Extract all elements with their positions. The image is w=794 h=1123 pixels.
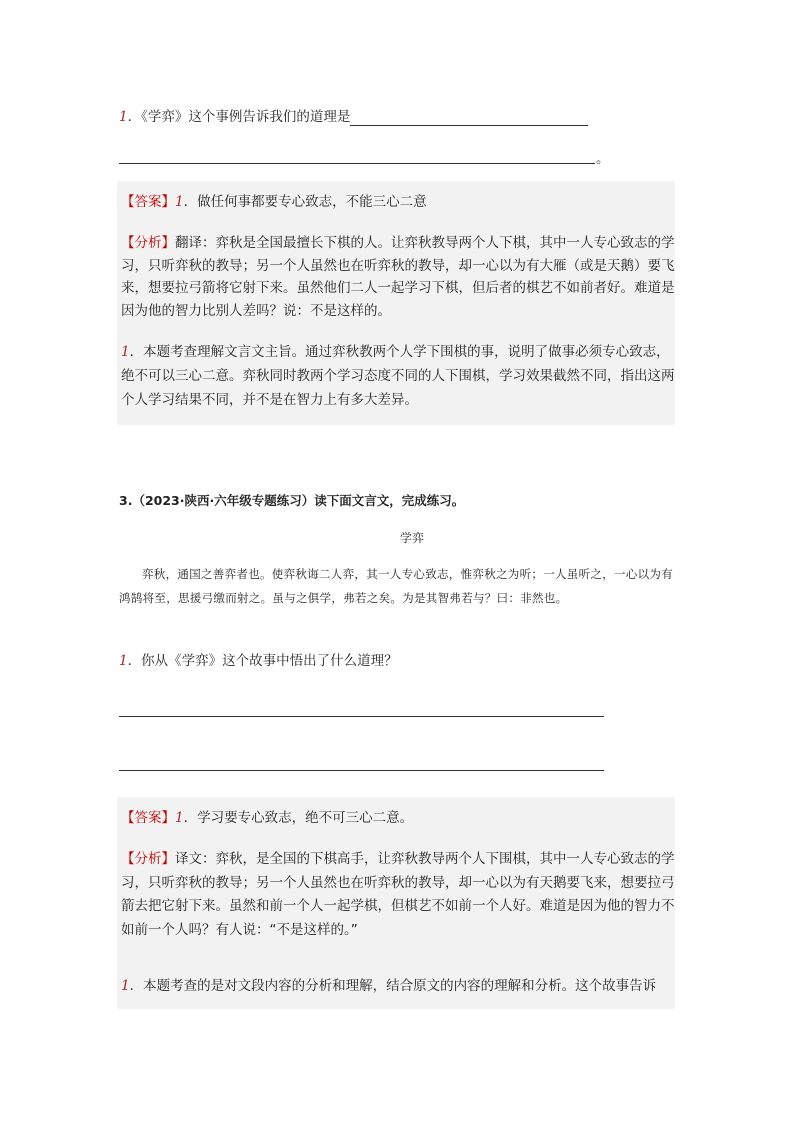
detail-text: ．本题考查理解文言文主旨。通过弈秋教两个人学下围棋的事，说明了做事必须专心致志，绝不可以三心二意。弈秋同时教两个学习态度不同的人下围棋，学习效果截然不同，指出这两个人学习结果不同，并不是在智力上有多大差异。 [121, 344, 675, 408]
analysis-paragraph [121, 848, 677, 942]
question-number: 1 [119, 109, 128, 125]
question-3-header: 3.（2023·陕西·六年级专题练习）读下面文言文，完成练习。 [119, 493, 465, 508]
detail-paragraph [121, 340, 677, 412]
answer-line [121, 808, 677, 830]
analysis-tag: 【分析】 [121, 235, 175, 251]
answer-blank-line-1[interactable] [119, 716, 604, 717]
detail-text: ．本题考查的是对文段内容的分析和理解，结合原文的内容的理解和分析。这个故事告诉 [129, 978, 657, 994]
answer-number: 1 [175, 194, 184, 210]
answer-text: ．学习要专心致志，绝不可三心二意。 [183, 810, 414, 826]
detail-number: 1 [121, 978, 130, 994]
answer-blank[interactable] [350, 111, 588, 126]
classical-passage: 弈秋，通国之善弈者也。使弈秋诲二人弈，其一人专心致志，惟弈秋之为听；一人虽听之，一心以为有鸿鹄将至，思援弓缴而射之。虽与之俱学，弗若之矣。为是其智弗若与？曰：非然也。 [119, 567, 673, 605]
analysis-text: 译文：弈秋，是全国的下棋高手，让弈秋教导两个人下围棋，其中一人专心致志的学习，只听弈秋的教导；另一个人虽然也在听弈秋的教导，却一心以为有天鹅要飞来，想要拉弓箭去把它射下来。虽然和前一个人一起学棋，但棋艺不如前一个人好。难道是因为他的智力不如前一个人吗？有人说：“不是这样的。” [121, 851, 675, 938]
answer-line [121, 192, 677, 214]
analysis-paragraph [121, 232, 677, 322]
question-1 [119, 108, 588, 126]
answer-blank-line-2[interactable] [119, 770, 604, 771]
detail-paragraph [121, 976, 677, 998]
end-mark: 。 [596, 151, 610, 167]
answer-text: ．做任何事都要专心致志，不能三心二意 [183, 194, 427, 210]
passage-title: 学弈 [399, 531, 424, 545]
answer-blank-line[interactable] [119, 163, 595, 164]
answer-tag: 【答案】 [121, 194, 175, 210]
sub-question-number: 1 [119, 653, 128, 669]
analysis-text: 翻译：弈秋是全国最擅长下棋的人。让弈秋教导两个人下棋，其中一人专心致志的学习，只听弈秋的教导；另一个人虽然也在听弈秋的教导，却一心以为有大雁（或是天鹅）要飞来，想要拉弓箭将它射下来。虽然他们二人一起学习下棋，但后者的棋艺不如前者好。难道是因为他的智力比别人差吗？说：不是这样的。 [121, 235, 675, 319]
answer-number: 1 [175, 810, 184, 826]
sub-question-text: ．你从《学弈》这个故事中悟出了什么道理？ [127, 653, 398, 669]
analysis-tag: 【分析】 [121, 851, 175, 867]
detail-number: 1 [121, 344, 130, 360]
sub-question [119, 652, 398, 670]
answer-tag: 【答案】 [121, 810, 175, 826]
question-text: ．《学弈》这个事例告诉我们的道理是 [127, 109, 351, 125]
